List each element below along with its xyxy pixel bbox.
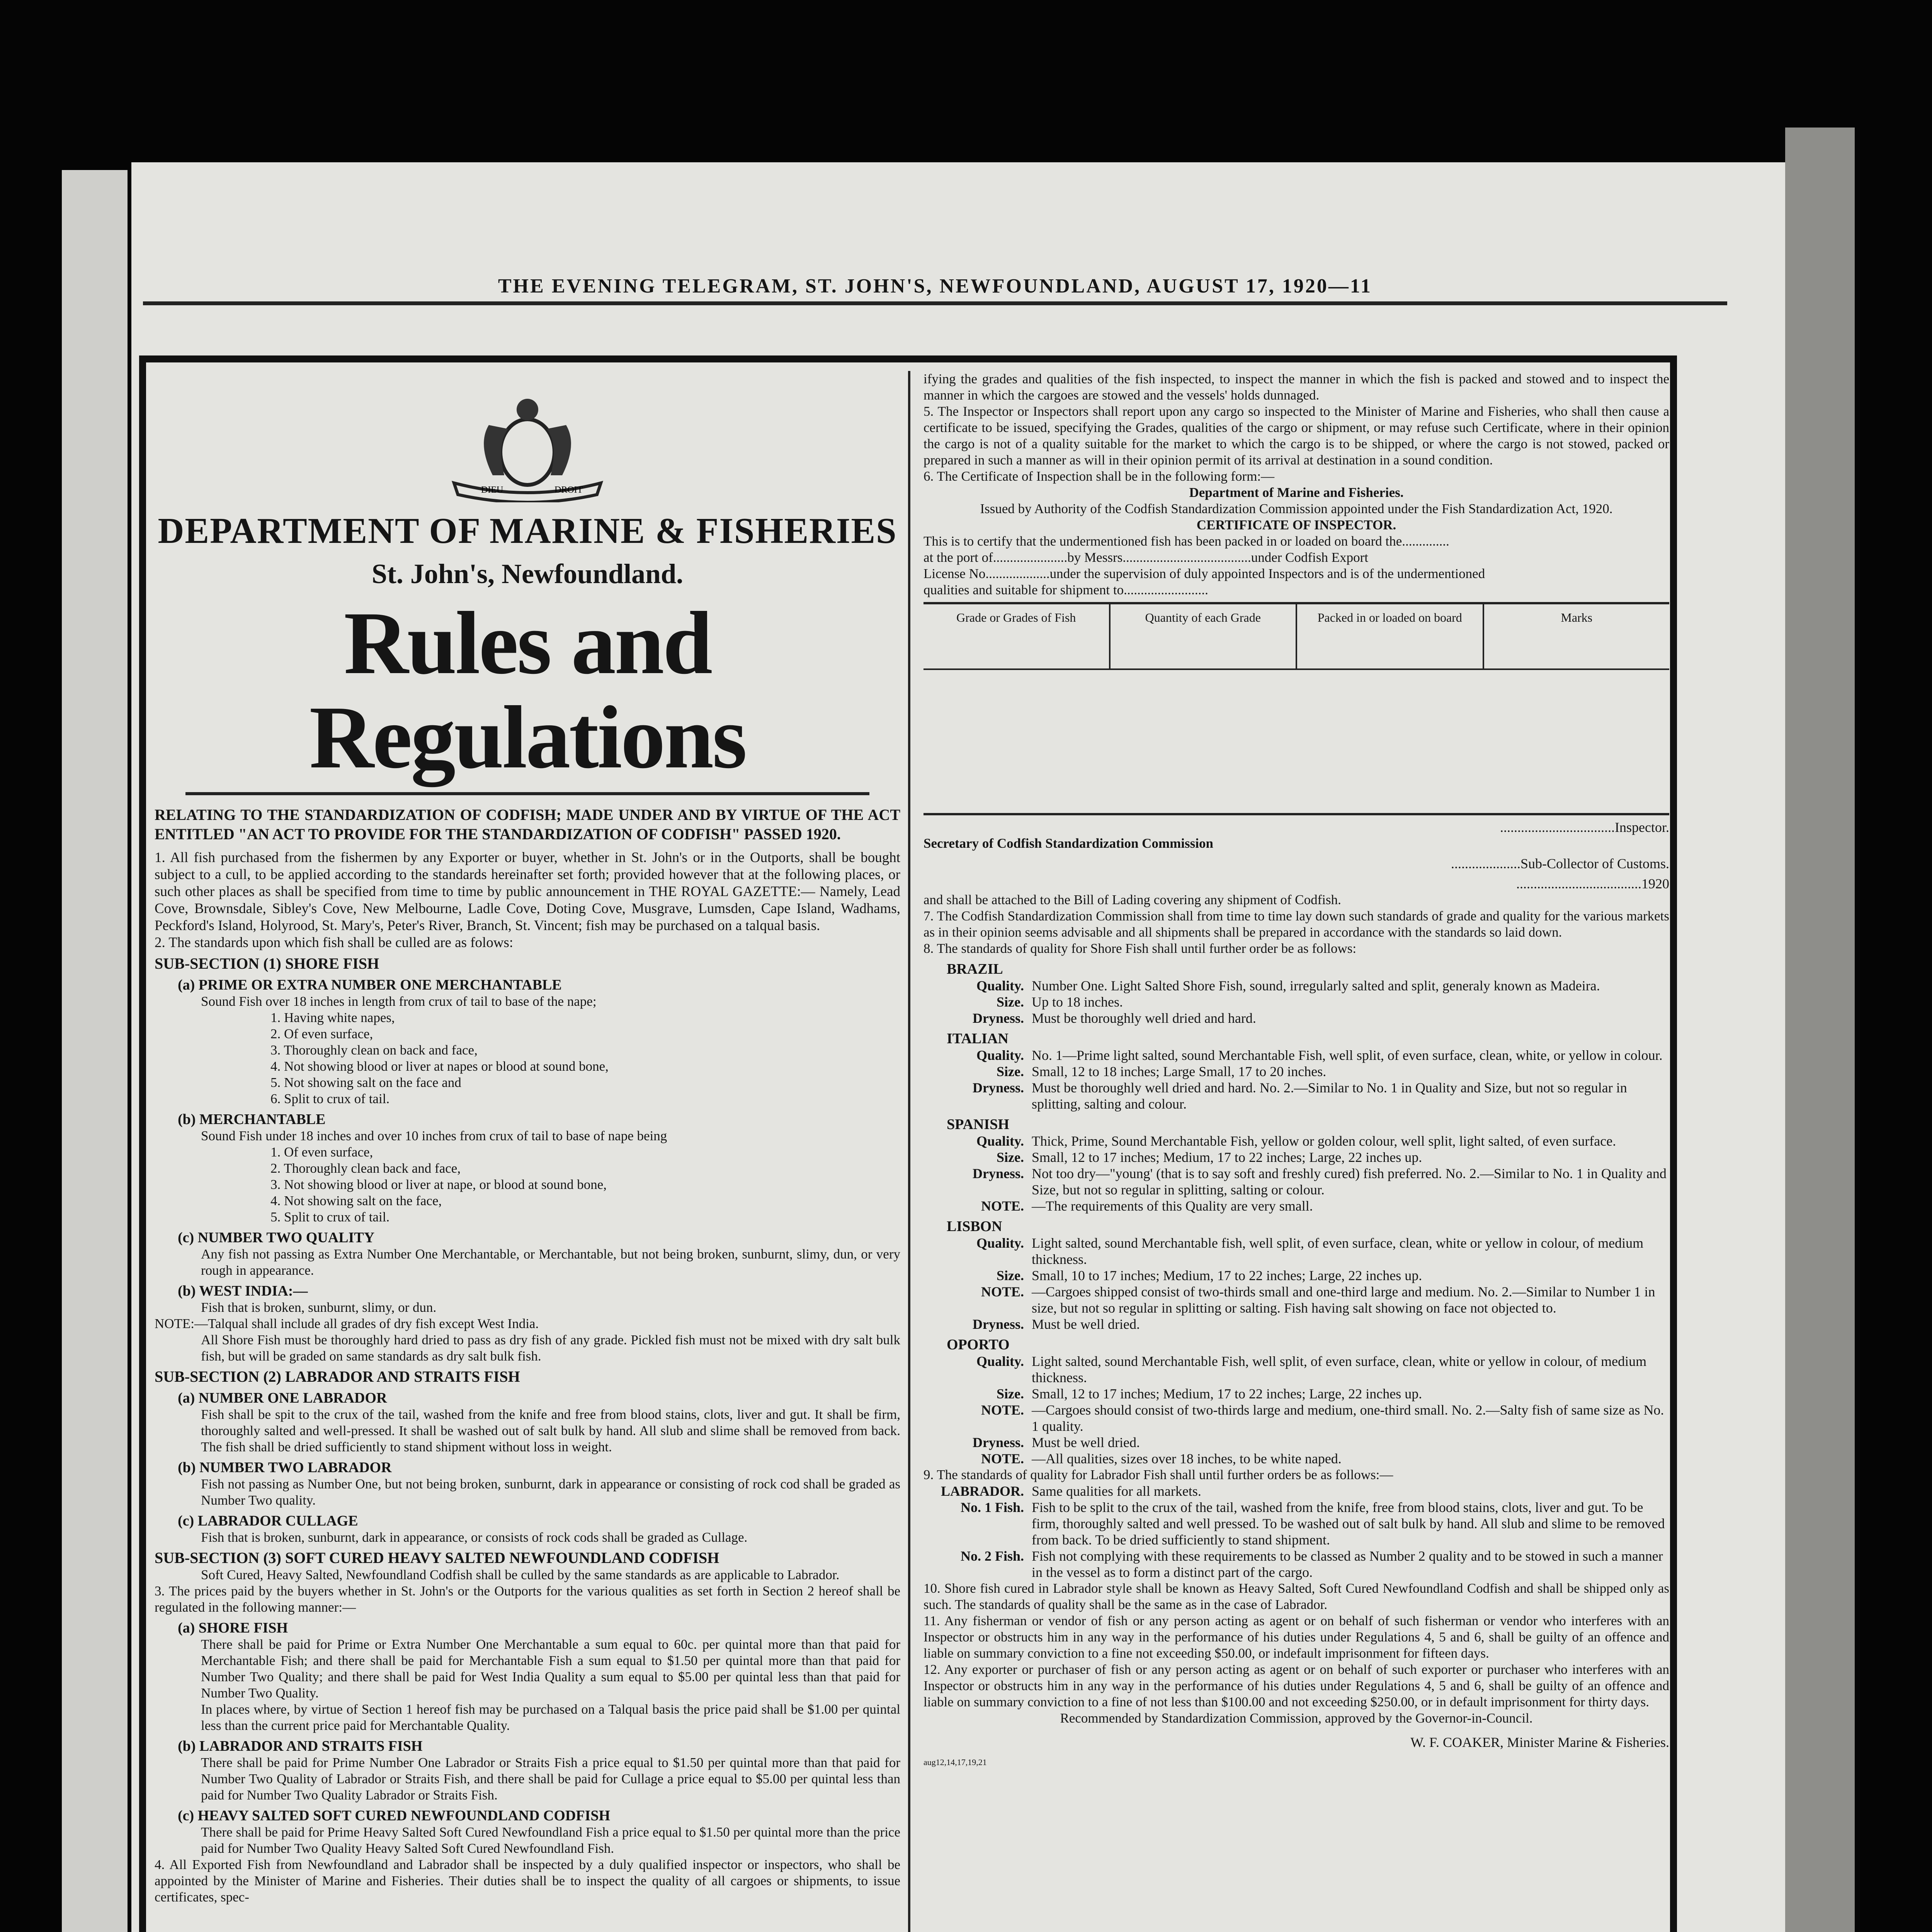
regulation-12: 12. Any exporter or purchaser of fish or any person acting as agent or on behalf of such exporter or purchaser who interferes with an Inspector or obstructs him in any way in the performance of his duties under Regulations 4, 5 and 6, shall be guilty of an offence and liable on summary conviction to a fine of not less than $100.00 and not exceeding $250.00, or in default imprisonment for thirty days.	[923, 1662, 1669, 1709]
spec-row: Quality. Light salted, sound Merchantable Fish, well split, of even surface, clean, white or yellow in colour, of medium thickness.	[976, 1354, 1647, 1385]
bill-of-lading-text: and shall be attached to the Bill of Lading covering any shipment of Codfish.	[923, 892, 1341, 907]
list-item: 3. Thoroughly clean on back and face,	[270, 1043, 478, 1058]
masthead-text: THE EVENING TELEGRAM, ST. JOHN'S, NEWFOUNDLAND, AUGUST 17, 1920—11	[498, 275, 1372, 297]
market-lisbon: LISBON	[947, 1218, 1002, 1235]
subsection-2-heading: SUB-SECTION (2) LABRADOR AND STRAITS FISH	[155, 1368, 520, 1386]
grade-a-heading: (a) PRIME OR EXTRA NUMBER ONE MERCHANTABLE	[178, 977, 562, 993]
note-talqual: NOTE:—Talqual shall include all grades of dry fish except West India.	[155, 1316, 539, 1332]
regulation-6: 6. The Certificate of Inspection shall be in the following form:—	[923, 469, 1275, 484]
labrador-b-heading: (b) NUMBER TWO LABRADOR	[178, 1459, 392, 1476]
crest-motto-right: DROIT	[554, 485, 583, 495]
regulation-11: 11. Any fisherman or vendor of fish or any person acting as agent or on behalf of such fisherman or vendor who interferes with an Inspector or obstructs him in any way in the performance of his duties under Regulations 4, 5 and 6, shall be guilty of an offence and liable on summary conviction to a fine not exceeding $50.00, or indefault imprisonment for fifteen days.	[923, 1613, 1669, 1661]
spec-row: NOTE. —Cargoes shipped consist of two-thirds small and one-third large and medium. No. 2.—Similar to Number 1 in size, but not so regular in splitting or salting. Fish having salt showing on face not objected to.	[981, 1284, 1655, 1316]
subsection-1-heading: SUB-SECTION (1) SHORE FISH	[155, 955, 379, 973]
spec-row: Dryness. Must be well dried.	[973, 1316, 1140, 1332]
spec-row: NOTE. —Cargoes should consist of two-thirds large and medium, one-third small. No. 2.—Salty fish of same size as No. 1 quality.	[981, 1402, 1664, 1434]
secretary-label: Secretary of Codfish Standardization Commission	[923, 836, 1213, 851]
regulation-9: 9. The standards of quality for Labrador Fish shall until further orders be as follows:—	[923, 1467, 1393, 1482]
west-india-text: Fish that is broken, sunburnt, slimy, or dun.	[201, 1300, 437, 1315]
spec-row: NOTE. —All qualities, sizes over 18 inches, to be white naped.	[981, 1451, 1342, 1466]
department-heading: DEPARTMENT OF MARINE & FISHERIES	[158, 511, 897, 551]
column-header-packed: Packed in or loaded on board	[1297, 604, 1484, 670]
form-line: at the port of......................by Messrs......................................under Codfish Export	[923, 550, 1369, 565]
price-b-text: There shall be paid for Prime Number One Labrador or Straits Fish a price equal to $1.50 per quintal more than that paid for Number Two Quality of Labrador or Straits Fish, and there shall be paid for Cullage a price equal to $5.00 per quintal less than paid for Number Two Quality Labrador or Straits Fish.	[201, 1755, 900, 1803]
left-column	[155, 371, 900, 1932]
market-italian: ITALIAN	[947, 1031, 1009, 1047]
book-binding-edge-right	[1785, 128, 1855, 1932]
crest-motto-left: DIEU	[481, 485, 503, 495]
certificate-table	[923, 602, 1669, 815]
price-c-heading: (c) HEAVY SALTED SOFT CURED NEWFOUNDLAND CODFISH	[178, 1808, 611, 1824]
spanish-rows	[923, 1133, 1669, 1214]
grade-a-list	[155, 1010, 900, 1107]
title-rule	[185, 792, 869, 795]
place-heading: St. John's, Newfoundland.	[371, 558, 684, 589]
spec-row: Dryness. Must be thoroughly well dried and hard.	[973, 1010, 1256, 1026]
spec-row: Dryness. Not too dry—"young' (that is to say soft and freshly cured) fish preferred. No. 2.—Similar to No. 1 in Quality and Size, but not so regular in splitting, salting or colour.	[973, 1166, 1667, 1197]
grade-b-list	[155, 1144, 900, 1225]
inspector-signature-line: .................................Inspector.	[1500, 820, 1669, 835]
list-item: 1. Of even surface,	[270, 1145, 373, 1160]
grade-b-text: Sound Fish under 18 inches and over 10 inches from crux of tail to base of nape being	[201, 1128, 667, 1144]
regulation-10: 10. Shore fish cured in Labrador style shall be known as Heavy Salted, Soft Cured Newfoundland Codfish and shall be shipped only as such. The standards of quality shall be the same as in the case of Labrador.	[923, 1581, 1669, 1612]
brazil-rows	[923, 978, 1669, 1026]
list-item: 3. Not showing blood or liver at nape, or blood at sound bone,	[270, 1177, 607, 1192]
date-line: ....................................1920	[1516, 876, 1669, 891]
column-header-marks: Marks	[1484, 604, 1670, 670]
page-title: Rules and Regulations	[309, 594, 746, 787]
column-header-grade: Grade or Grades of Fish	[923, 604, 1111, 670]
regulation-4: 4. All Exported Fish from Newfoundland and Labrador shall be inspected by a duly qualified inspector or inspectors, who shall be appointed by the Minister of Marine and Fisheries. Their duties shall be to inspect the quality of all cargoes or shipments, to issue certificates, spec-	[155, 1857, 900, 1905]
spec-row: Quality. Light salted, sound Merchantable fish, well split, of even surface, clean, white or yellow in colour, of medium thickness.	[976, 1235, 1644, 1267]
spec-row: Size. Small, 12 to 17 inches; Medium, 17 to 22 inches; Large, 22 inches up.	[997, 1386, 1422, 1401]
price-a-text: There shall be paid for Prime or Extra Number One Merchantable a sum equal to 60c. per quintal more than that paid for Merchantable Fish; and there shall be paid for Merchantable Fish a sum equal to $1.50 per quintal more than that paid for Number Two Quality; and there shall be paid for West India Quality a sum equal to $5.00 per quintal less than that paid for Number Two Quality.	[201, 1637, 900, 1701]
form-issued-by: Issued by Authority of the Codfish Standardization Commission appointed under the Fish Standardization Act, 1920.	[980, 501, 1613, 516]
list-item: 5. Split to crux of tail.	[270, 1209, 390, 1225]
column-divider	[908, 371, 910, 1932]
grade-c-text: Any fish not passing as Extra Number One Merchantable, or Merchantable, but not being broken, sunburnt, slimy, dun, or very rough in appearance.	[201, 1247, 900, 1278]
column-header-quantity: Quantity of each Grade	[1111, 604, 1298, 670]
market-brazil: BRAZIL	[947, 961, 1003, 977]
market-oporto: OPORTO	[947, 1337, 1010, 1353]
labrador-b-text: Fish not passing as Number One, but not being broken, sunburnt, dark in appearance or consisting of rock cod shall be graded as Number Two quality.	[201, 1476, 900, 1508]
spec-row: Quality. Number One. Light Salted Shore Fish, sound, irregularly salted and split, generaly known as Madeira.	[976, 978, 1600, 993]
price-a-text-2: In places where, by virtue of Section 1 hereof fish may be purchased on a Talqual basis the price paid shall be $1.00 per quintal less than the current price paid for Merchantable Quality.	[201, 1702, 900, 1733]
regulation-1: 1. All fish purchased from the fishermen by any Exporter or buyer, whether in St. John's or in the Outports, shall be bought subject to a cull, to be applied according to the standards hereinafter set forth; provided however that at the following places, or such other places as shall be specified from time to time by public announcement in THE ROYAL GAZETTE:— Namely, Lead Cove, Brownsdale, Sibley's Cove, New Melbourne, Ladle Cove, Doting Cove, Musgrave, Lumsden, Cape Island, Wadhams, Peckford's Island, Holyrood, St. Mary's, Peter's River, Branch, St. Vincent; fish may be purchased on a talqual basis.	[155, 850, 900, 934]
labrador-c-text: Fish that is broken, sunburnt, dark in appearance, or consists of rock cods shall be graded as Cullage.	[201, 1530, 748, 1545]
regulation-8: 8. The standards of quality for Shore Fish shall until further order be as follows:	[923, 941, 1357, 956]
regulation-4-continued: ifying the grades and qualities of the fish inspected, to inspect the manner in which the fish is packed and stowed and to inspect the manner in which the cargoes are stowed and the vessels' holds dunnaged.	[923, 371, 1669, 403]
spec-row: Size. Small, 12 to 17 inches; Medium, 17 to 22 inches; Large, 22 inches up.	[997, 1150, 1422, 1165]
spec-row: Dryness. Must be well dried.	[973, 1435, 1140, 1450]
regulation-2: 2. The standards upon which fish shall be culled are as folows:	[155, 935, 514, 951]
subsection-3-text: Soft Cured, Heavy Salted, Newfoundland Codfish shall be culled by the same standards as are applicable to Labrador.	[201, 1567, 840, 1583]
masthead	[143, 270, 1727, 305]
labrador-a-text: Fish shall be spit to the crux of the tail, washed from the knife and free from blood stains, clots, liver and gut. It shall be firm, thoroughly salted and well-pressed. It shall be washed out of salt bulk by hand. All slub and slime shall be removed from back. The fish shall be dried sufficiently to stand shipment without loss in weight.	[201, 1407, 900, 1455]
price-a-heading: (a) SHORE FISH	[178, 1620, 288, 1636]
italian-rows	[923, 1047, 1669, 1112]
west-india-heading: (b) WEST INDIA:—	[178, 1283, 308, 1299]
labrador-intro-row: LABRADOR. Same qualities for all markets.	[940, 1483, 1201, 1499]
spec-row: Quality. Thick, Prime, Sound Merchantable Fish, yellow or golden colour, well split, light salted, of even surface.	[976, 1133, 1616, 1149]
list-item: 1. Having white napes,	[270, 1010, 395, 1026]
minister-signature: W. F. COAKER, Minister Marine & Fisheries.	[1410, 1735, 1669, 1750]
list-item: 5. Not showing salt on the face and	[270, 1075, 461, 1090]
market-spanish: SPANISH	[947, 1116, 1009, 1133]
form-line: qualities and suitable for shipment to.........................	[923, 582, 1208, 597]
note-shore-fish: All Shore Fish must be thoroughly hard dried to pass as dry fish of any grade. Pickled fish must not be mixed with dry salt bulk fish, but will be graded on same standards as dry salt bulk fish.	[201, 1332, 900, 1364]
subsection-3-heading: SUB-SECTION (3) SOFT CURED HEAVY SALTED NEWFOUNDLAND CODFISH	[155, 1549, 719, 1567]
spec-row: Size. Small, 10 to 17 inches; Medium, 17 to 22 inches; Large, 22 inches up.	[997, 1268, 1422, 1283]
recommended-line: Recommended by Standardization Commission, approved by the Governor-in-Council.	[1060, 1711, 1533, 1726]
list-item: 4. Not showing salt on the face,	[270, 1193, 442, 1209]
grade-b-heading: (b) MERCHANTABLE	[178, 1111, 326, 1128]
form-title: CERTIFICATE OF INSPECTOR.	[1196, 517, 1396, 532]
list-item: 4. Not showing blood or liver at napes or blood at sound bone,	[270, 1059, 609, 1074]
grade-a-text: Sound Fish over 18 inches in length from crux of tail to base of the nape;	[201, 994, 597, 1009]
regulation-7: 7. The Codfish Standardization Commission shall from time to time lay down such standards of grade and quality for the various markets as in their opinion seems advisable and all shipments shall be prepared in accordance with the standards so laid down.	[923, 908, 1669, 940]
spec-row: Size. Up to 18 inches.	[997, 994, 1123, 1010]
list-item: 2. Of even surface,	[270, 1026, 373, 1042]
adjacent-page-edge-left	[62, 170, 128, 1932]
spec-row: No. 2 Fish. Fish not complying with these requirements to be classed as Number 2 quality and to be stowed in such a manner in the vessel as to form a distinct part of the cargo.	[960, 1548, 1663, 1580]
spec-row: Dryness. Must be thoroughly well dried and hard. No. 2.—Similar to No. 1 in Quality and Size, but not so regular in splitting, salting and colour.	[973, 1080, 1627, 1112]
spec-row: Size. Small, 12 to 18 inches; Large Small, 17 to 20 inches.	[997, 1064, 1327, 1079]
sub-collector-line: ....................Sub-Collector of Customs.	[1451, 856, 1669, 871]
spec-row: No. 1 Fish. Fish to be split to the crux of the tail, washed from the knife, free from blood stains, clots, liver and gut. To be firm, thoroughly salted and well pressed. To be washed out of salt bulk by hand. All slub and slime to be removed from back. To be dried sufficiently to stand shipment.	[960, 1500, 1665, 1548]
spec-row: Quality. No. 1—Prime light salted, sound Merchantable Fish, well split, of even surface, clean, white, or yellow in colour.	[976, 1048, 1663, 1063]
price-c-text: There shall be paid for Prime Heavy Salted Soft Cured Newfoundland Fish a price equal to $1.50 per quintal more than the price paid for Number Two Quality Heavy Salted Soft Cured Newfoundland Fish.	[201, 1825, 900, 1856]
oporto-rows	[923, 1353, 1669, 1467]
right-column	[923, 371, 1669, 1932]
list-item: 6. Split to crux of tail.	[270, 1091, 390, 1107]
spec-row: NOTE. —The requirements of this Quality are very small.	[981, 1198, 1313, 1214]
regulation-3: 3. The prices paid by the buyers whether in St. John's or the Outports for the various qualities as set forth in Section 2 hereof shall be regulated in the following manner:—	[155, 1583, 900, 1615]
price-b-heading: (b) LABRADOR AND STRAITS FISH	[178, 1738, 423, 1755]
labrador-a-heading: (a) NUMBER ONE LABRADOR	[178, 1390, 387, 1406]
lisbon-rows	[923, 1235, 1669, 1332]
form-department: Department of Marine and Fisheries.	[1189, 485, 1404, 500]
form-line: This is to certify that the undermentioned fish has been packed in or loaded on board the..............	[923, 534, 1449, 549]
labrador-c-heading: (c) LABRADOR CULLAGE	[178, 1513, 358, 1529]
grade-c-heading: (c) NUMBER TWO QUALITY	[178, 1230, 375, 1246]
coat-of-arms-icon	[431, 386, 624, 502]
insertion-dates: aug12,14,17,19,21	[923, 1757, 987, 1767]
list-item: 2. Thoroughly clean back and face,	[270, 1161, 461, 1176]
form-line: License No...................under the supervision of duly appointed Inspectors and is of the undermentioned	[923, 566, 1485, 581]
relating-paragraph: RELATING TO THE STANDARDIZATION OF CODFISH; MADE UNDER AND BY VIRTUE OF THE ACT ENTITLED "AN ACT TO PROVIDE FOR THE STANDARDIZATION OF CODFISH" PASSED 1920.	[155, 806, 900, 843]
regulation-5: 5. The Inspector or Inspectors shall report upon any cargo so inspected to the Minister of Marine and Fisheries, who shall then cause a certificate to be issued, specifying the Grades, qualities of the cargo or shipment, or may refuse such Certificate, where in their opinion the cargo is not of a quality suitable for the market to which the cargo is to be shipped, or where the cargo is not stowed, packed or prepared in such a manner as will in their opinion permit of its arrival at destination in a sound condition.	[923, 404, 1669, 468]
